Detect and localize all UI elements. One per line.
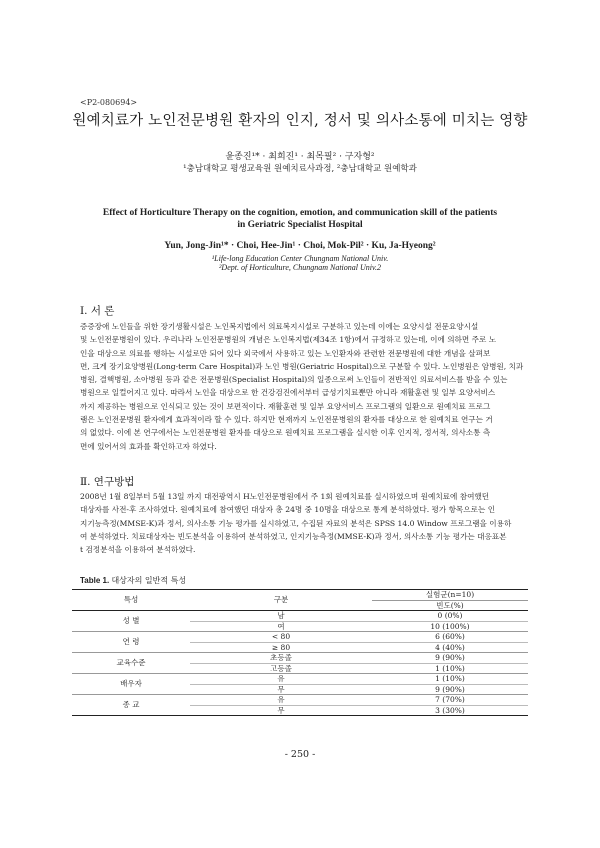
row-category: 고등졸 <box>190 663 372 674</box>
text-line: 2008년 1월 8일부터 5월 13일 까지 대전광역시 H노인전문병원에서 주 1회 원예치료를 실시하였으며 원예치료에 참여했던 <box>80 492 490 501</box>
section-heading-methods: Ⅱ. 연구방법 <box>80 476 135 488</box>
text-line: 여 분석하였다. 치료대상자는 빈도분석을 이용하여 분석하였고, 인지기능측정(MMSE-K)과 정서, 의사소통 기능 평가는 대응표본 <box>80 531 507 541</box>
row-value: 1 (10%) <box>372 674 528 685</box>
row-label-education: 교육수준 <box>72 653 190 674</box>
authors-english: Yun, Jong-Jin¹* · Choi, Hee-Jin¹ · Choi, Mok-Pil² · Ku, Ja-Hyeong² <box>164 241 436 251</box>
table-header-row <box>72 590 528 601</box>
table-caption-label: Table 1. <box>80 576 110 585</box>
header-characteristic: 특성 <box>72 590 190 611</box>
title-korean: 원예치료가 노인전문병원 환자의 인지, 정서 및 의사소통에 미치는 영향 <box>72 113 528 129</box>
row-label-gender: 성 별 <box>72 611 190 632</box>
table-row <box>72 611 528 622</box>
page-number: - 250 - <box>284 749 316 760</box>
row-category: 무 <box>190 684 372 695</box>
table-caption <box>80 575 186 586</box>
row-category: 무 <box>190 705 372 716</box>
row-category: 남 <box>190 611 372 622</box>
header-frequency: 빈도(%) <box>372 600 528 611</box>
introduction-paragraph <box>80 320 528 453</box>
section-heading-introduction: Ⅰ. 서 론 <box>80 305 115 317</box>
row-value: 10 (100%) <box>372 621 528 632</box>
paper-code: <P2-080694> <box>80 98 138 107</box>
table-row <box>72 674 528 685</box>
table-row <box>72 632 528 643</box>
row-value: 7 (70%) <box>372 695 528 706</box>
row-value: 9 (90%) <box>372 653 528 664</box>
text-line: 대상자를 사전-후 조사하였다. 원예치료에 참여했던 대상자 총 24명 중 10명을 대상으로 통계 분석하였다. 평가 항목으로는 인 <box>80 505 496 515</box>
text-line: 증증장애 노인들을 위한 장기생활시설은 노인복지법에서 의료복지시설로 구분하고 있는데 이에는 요양시설 전문요양시설 <box>80 322 479 331</box>
affiliation-english-2: ²Dept. of Horticulture, Chungnam National Univ.2 <box>219 263 381 272</box>
row-category: 유 <box>190 695 372 706</box>
text-line: t 검정분석을 이용하여 분석하였다. <box>80 545 196 555</box>
text-line: 까지 제공하는 병원으로 인식되고 있는 것이 보편적이다. 재활훈련 및 일부 요양서비스 프로그램의 일환으로 원예치료 프로그 <box>80 401 491 411</box>
methods-paragraph <box>80 490 528 556</box>
header-category: 구분 <box>190 590 372 611</box>
text-line: 의 없었다. 이에 본 연구에서는 노인전문병원 환자를 대상으로 원예치료 프로그램을 실시한 이후 인지적, 정서적, 의사소통 측 <box>80 428 491 438</box>
row-label-religion: 종 교 <box>72 695 190 716</box>
row-value: 1 (10%) <box>372 663 528 674</box>
header-experimental-group: 실험군(n=10) <box>372 590 528 601</box>
row-category: 여 <box>190 621 372 632</box>
title-english <box>60 207 540 231</box>
table-row <box>72 653 528 664</box>
text-line: 면, 크게 장기요양병원(Long-term Care Hospital)과 노인 병원(Geriatric Hospital)으로 구분할 수 있다. 노인병원은 암병원, 치과 <box>80 361 524 371</box>
text-line: 병원으로 일컬어지고 있다. 따라서 노인을 대상으로 한 건강검진에서부터 급성기치료뿐만 아니라 재활훈련 및 일부 요양서비스 <box>80 388 496 398</box>
row-value: 4 (40%) <box>372 642 528 653</box>
demographics-table <box>72 589 528 716</box>
row-category: ≥ 80 <box>190 642 372 653</box>
authors-korean: 윤종진¹* · 최희진¹ · 최목필² · 구자형² <box>225 152 375 162</box>
affiliation-english-1: ¹Life-long Education Center Chungnam National Univ. <box>211 254 389 263</box>
title-english-line1: Effect of Horticulture Therapy on the cognition, emotion, and communication skill of the patients <box>102 208 498 218</box>
affiliation-korean: ¹충남대학교 평생교육원 원예치료사과정, ²충남대학교 원예학과 <box>183 164 417 174</box>
text-line: 지기능측정(MMSE-K)과 정서, 의사소통 기능 평가를 실시하였고, 수집된 자료의 분석은 SPSS 14.0 Window 프로그램을 이용하 <box>80 518 512 528</box>
title-english-line2: in Geriatric Specialist Hospital <box>237 220 363 230</box>
text-line: 및 노인전문병원이 있다. 우리나라 노인전문병원의 개념은 노인복지법(제34조 1항)에서 규정하고 있는데, 이에 의하면 주로 노 <box>80 335 497 345</box>
row-value: 6 (60%) <box>372 632 528 643</box>
row-value: 0 (0%) <box>372 611 528 622</box>
row-label-age: 연 령 <box>72 632 190 653</box>
row-category: 유 <box>190 674 372 685</box>
table-row <box>72 695 528 706</box>
text-line: 면에 있어서의 효과를 확인하고자 하였다. <box>80 441 217 451</box>
row-category: < 80 <box>190 632 372 643</box>
row-label-spouse: 배우자 <box>72 674 190 695</box>
row-value: 9 (90%) <box>372 684 528 695</box>
text-line: 램은 노인전문병원 환자에게 효과적이라 할 수 있다. 하지만 현재까지 노인전문병원의 환자를 대상으로 한 원예치료 연구는 거 <box>80 415 493 425</box>
row-category: 초등졸 <box>190 653 372 664</box>
row-value: 3 (30%) <box>372 705 528 716</box>
text-line: 병원, 결핵병원, 소아병원 등과 같은 전문병원(Specialist Hospital)의 일종으로써 노인들이 전반적인 의료서비스를 받을 수 있는 <box>80 375 508 385</box>
text-line: 인을 대상으로 의료를 행하는 시설로만 되어 있다 외국에서 사용하고 있는 노인환자와 관련한 전문병원에 대한 개념을 살펴보 <box>80 348 491 358</box>
table-caption-title: 대상자의 일반적 특성 <box>111 576 187 585</box>
